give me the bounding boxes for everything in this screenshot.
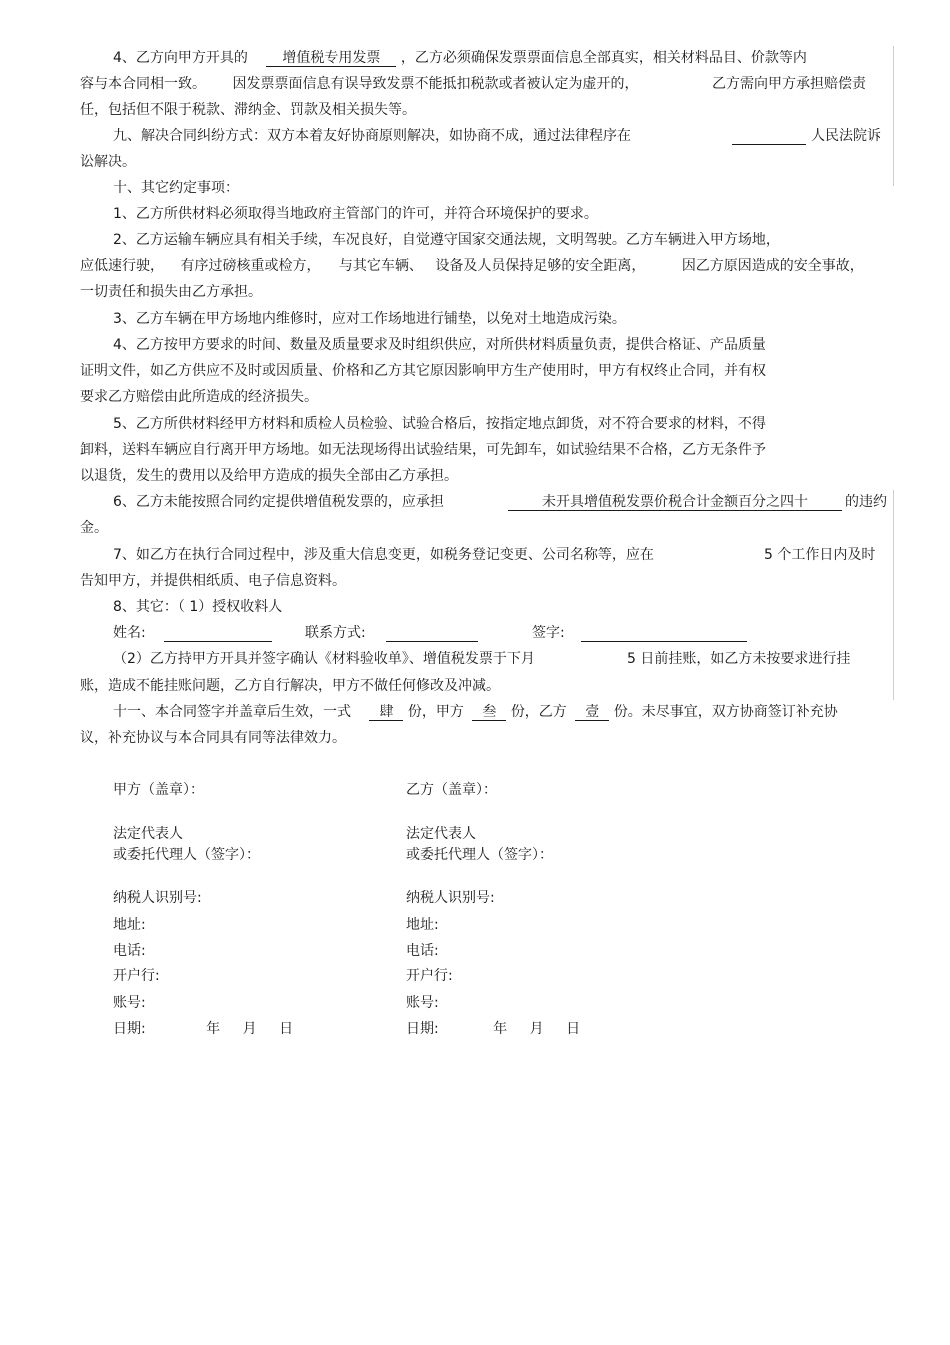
copies-party-a-field: 叁 — [472, 704, 506, 721]
item-5-line-2: 卸料，送料车辆应自行离开甲方场地。如无法现场得出试验结果，可先卸车，如试验结果不合格，乙方无条件予 — [80, 442, 766, 458]
party-b-bank: 开户行: — [406, 968, 453, 984]
section-9-line-1b: 人民法院诉 — [811, 128, 881, 144]
party-a-bank: 开户行: — [113, 968, 160, 984]
party-a-phone: 电话: — [113, 943, 146, 959]
party-b-rep-1: 法定代表人 — [406, 826, 476, 842]
item-6-line-1b: 的违约 — [845, 494, 887, 510]
receiver-contact-field — [386, 625, 478, 642]
receiver-sign: 签字: — [532, 624, 747, 642]
copies-total-field: 肆 — [369, 704, 403, 721]
item-7-line-1b: 5 个工作日内及时 — [764, 547, 876, 563]
copies-party-b-field: 壹 — [575, 704, 609, 721]
party-a-rep-2: 或委托代理人（签字）： — [113, 847, 260, 863]
item-4-line-2: 证明文件，如乙方供应不及时或因质量、价格和乙方其它原因影响甲方生产使用时，甲方有权终止合同，并有权 — [80, 363, 766, 379]
item-5-line-1: 5、乙方所供材料经甲方材料和质检人员检验、试验合格后，按指定地点卸货，对不符合要求的材料，不得 — [113, 416, 766, 432]
party-a-address: 地址: — [113, 917, 146, 933]
item-6-line-2: 金。 — [80, 520, 108, 536]
item-1: 1、乙方所供材料必须取得当地政府主管部门的许可，并符合环境保护的要求。 — [113, 206, 598, 222]
item-7-line-2: 告知甲方，并提供相纸质、电子信息资料。 — [80, 573, 346, 589]
margin-rule — [893, 46, 894, 186]
receiver-signature-field — [581, 625, 747, 642]
item-2-line-3: 一切责任和损失由乙方承担。 — [80, 284, 262, 300]
item-2-line-2: 应低速行驶， 有序过磅核重或检方， 与其它车辆、 设备及人员保持足够的安全距离， 因乙方原因造成的安全事故， — [80, 258, 864, 274]
section-10-title: 十、其它约定事项： — [113, 180, 239, 196]
item-8-line-3: （2）乙方持甲方开具并签字确认《材料验收单》、增值税发票于下月 — [113, 651, 535, 667]
party-b-address: 地址: — [406, 917, 439, 933]
party-a-rep-1: 法定代表人 — [113, 826, 183, 842]
party-b-account: 账号: — [406, 995, 439, 1011]
party-b-phone: 电话: — [406, 943, 439, 959]
court-name-field — [732, 127, 806, 145]
party-a-seal: 甲方（盖章）： — [113, 782, 204, 798]
receiver-contact: 联系方式: — [305, 624, 478, 642]
clause-4-line-2: 容与本合同相一致。 因发票票面信息有误导致发票不能抵扣税款或者被认定为虚开的， — [80, 76, 639, 92]
item-8-line-3b: 5 日前挂账，如乙方未按要求进行挂 — [627, 651, 851, 667]
margin-rule — [893, 490, 894, 700]
item-8-line-4: 账，造成不能挂账问题，乙方自行解决，甲方不做任何修改及冲减。 — [80, 678, 500, 694]
clause-4-line-1: 4、乙方向甲方开具的 增值税专用发票 ，乙方必须确保发票票面信息全部真实，相关材料品目、价款等内 — [113, 50, 807, 66]
clause-4-line-3: 任，包括但不限于税款、滞纳金、罚款及相关损失等。 — [80, 102, 416, 118]
party-a-account: 账号: — [113, 995, 146, 1011]
item-3: 3、乙方车辆在甲方场地内维修时，应对工作场地进行铺垫，以免对土地造成污染。 — [113, 311, 626, 327]
item-8-title: 8、其它：（ 1）授权收料人 — [113, 599, 283, 615]
party-a-date: 日期: 年 月 日 — [113, 1021, 294, 1037]
invoice-type-field: 增值税专用发票 — [266, 50, 396, 67]
item-7-line-1: 7、如乙方在执行合同过程中，涉及重大信息变更，如税务登记变更、公司名称等，应在 — [113, 547, 654, 563]
item-4-line-1: 4、乙方按甲方要求的时间、数量及质量要求及时组织供应，对所供材料质量负责，提供合格证、产品质量 — [113, 337, 766, 353]
clause-4-line-2b: 乙方需向甲方承担赔偿责 — [712, 76, 866, 92]
item-4-line-3: 要求乙方赔偿由此所造成的经济损失。 — [80, 389, 318, 405]
receiver-row: 姓名: — [113, 624, 272, 642]
receiver-name-field — [164, 625, 272, 642]
section-11-line-1: 十一、本合同签字并盖章后生效，一式 肆 份，甲方 叁 份，乙方 壹 份。未尽事宜，双方协商签订补充协 — [113, 704, 838, 720]
penalty-field: 未开具增值税发票价税合计金额百分之四十 — [508, 493, 842, 511]
section-11-line-2: 议，补充协议与本合同具有同等法律效力。 — [80, 730, 346, 746]
section-9-line-1: 九、解决合同纠纷方式：双方本着友好协商原则解决，如协商不成，通过法律程序在 — [113, 128, 631, 144]
party-a-tax-id: 纳税人识别号: — [113, 890, 202, 906]
item-2-line-1: 2、乙方运输车辆应具有相关手续，车况良好，自觉遵守国家交通法规，文明驾驶。乙方车辆进入甲方场地， — [113, 232, 780, 248]
section-9-line-2: 讼解决。 — [80, 154, 136, 170]
party-b-rep-2: 或委托代理人（签字）： — [406, 847, 553, 863]
item-5-line-3: 以退货，发生的费用以及给甲方造成的损失全部由乙方承担。 — [80, 468, 458, 484]
item-6-line-1: 6、乙方未能按照合同约定提供增值税发票的，应承担 — [113, 494, 444, 510]
party-b-tax-id: 纳税人识别号: — [406, 890, 495, 906]
party-b-date: 日期: 年 月 日 — [406, 1021, 581, 1037]
party-b-seal: 乙方（盖章）： — [406, 782, 497, 798]
